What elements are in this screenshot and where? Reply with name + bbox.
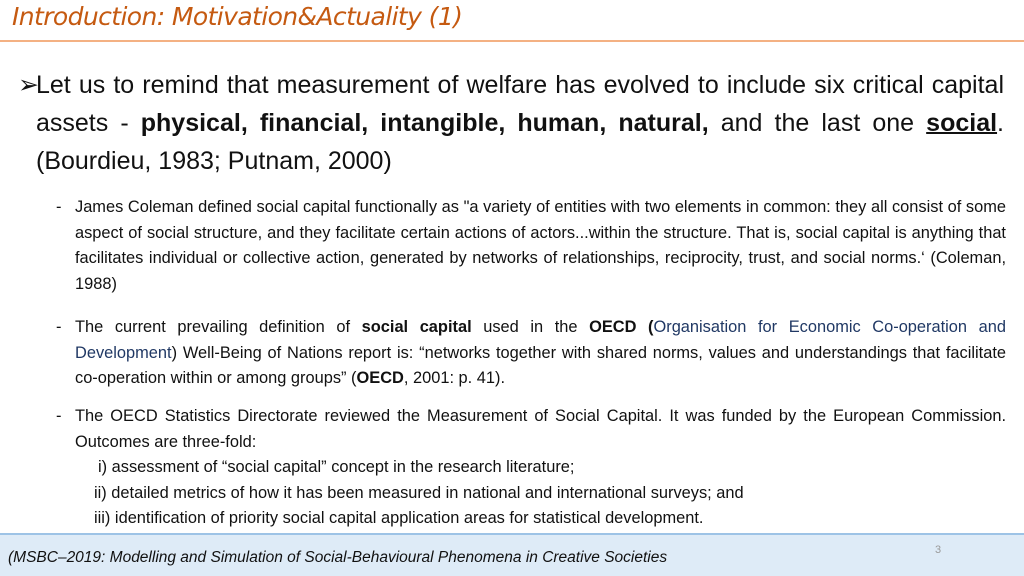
footer-bar (0, 533, 1024, 576)
coleman-text: James Coleman defined social capital functionally as "a variety of entities with two elements in common: they all consist of some aspect of social structure, and they facilitate certain actions of actors...within the structure. That is, social capital is anything that facilitates individual or collective action, generated by networks of relationships, reciprocity, trust, and social norms.‘ (Coleman, 1988) (75, 198, 1006, 293)
capital-assets-list: physical, financial, intangible, human, natural, (140, 109, 709, 137)
dash-bullet: - (56, 407, 62, 425)
dash-bullet: - (56, 198, 62, 216)
sub-point-oecd-review (56, 404, 1006, 532)
outcome-item: ii) detailed metrics of how it has been measured in national and international surveys; and (94, 483, 744, 502)
main-text-mid: and the last one (708, 109, 927, 137)
social-emphasis: social (926, 109, 998, 137)
review-text: The OECD Statistics Directorate reviewed the Measurement of Social Capital. It was funded by the European Commission. Outcomes are three-fold: (75, 407, 1006, 451)
oecd-text-4: , 2001: p. 41). (403, 369, 506, 387)
oecd-text-1: The current prevailing definition of (75, 318, 362, 336)
oecd-term: OECD ( (589, 318, 654, 336)
outcome-item: iii) identification of priority social capital application areas for statistical development. (94, 509, 704, 527)
title-underline (0, 40, 1024, 42)
arrow-bullet-icon: ➢ (18, 71, 39, 99)
oecd-citation-term: OECD (356, 369, 404, 387)
oecd-text-2: used in the (471, 318, 590, 336)
slide-title: Introduction: Motivation&Actuality (1) (12, 2, 463, 31)
main-citation: . (Bourdieu, 1983; Putnam, 2000) (36, 109, 1004, 175)
page-number: 3 (935, 544, 942, 556)
oecd-text-3: ) Well-Being of Nations report is: “networks together with shared norms, values and understandings that facilitate co-operation within or among groups” ( (75, 343, 1006, 387)
outcome-item: i) assessment of “social capital” concept in the research literature; (98, 458, 575, 476)
oecd-link[interactable]: Organisation for Economic Co-operation and Development (75, 318, 1006, 362)
sub-point-coleman (56, 195, 1006, 297)
main-bullet (18, 66, 1004, 180)
footer-text: (MSBC–2019: Modelling and Simulation of Social-Behavioural Phenomena in Creative Societies (8, 549, 668, 566)
sub-point-oecd-definition (56, 315, 1006, 392)
main-text-before: Let us to remind that measurement of welfare has evolved to include six critical capital assets - (36, 71, 1004, 137)
dash-bullet: - (56, 318, 62, 336)
social-capital-term: social capital (361, 318, 472, 336)
